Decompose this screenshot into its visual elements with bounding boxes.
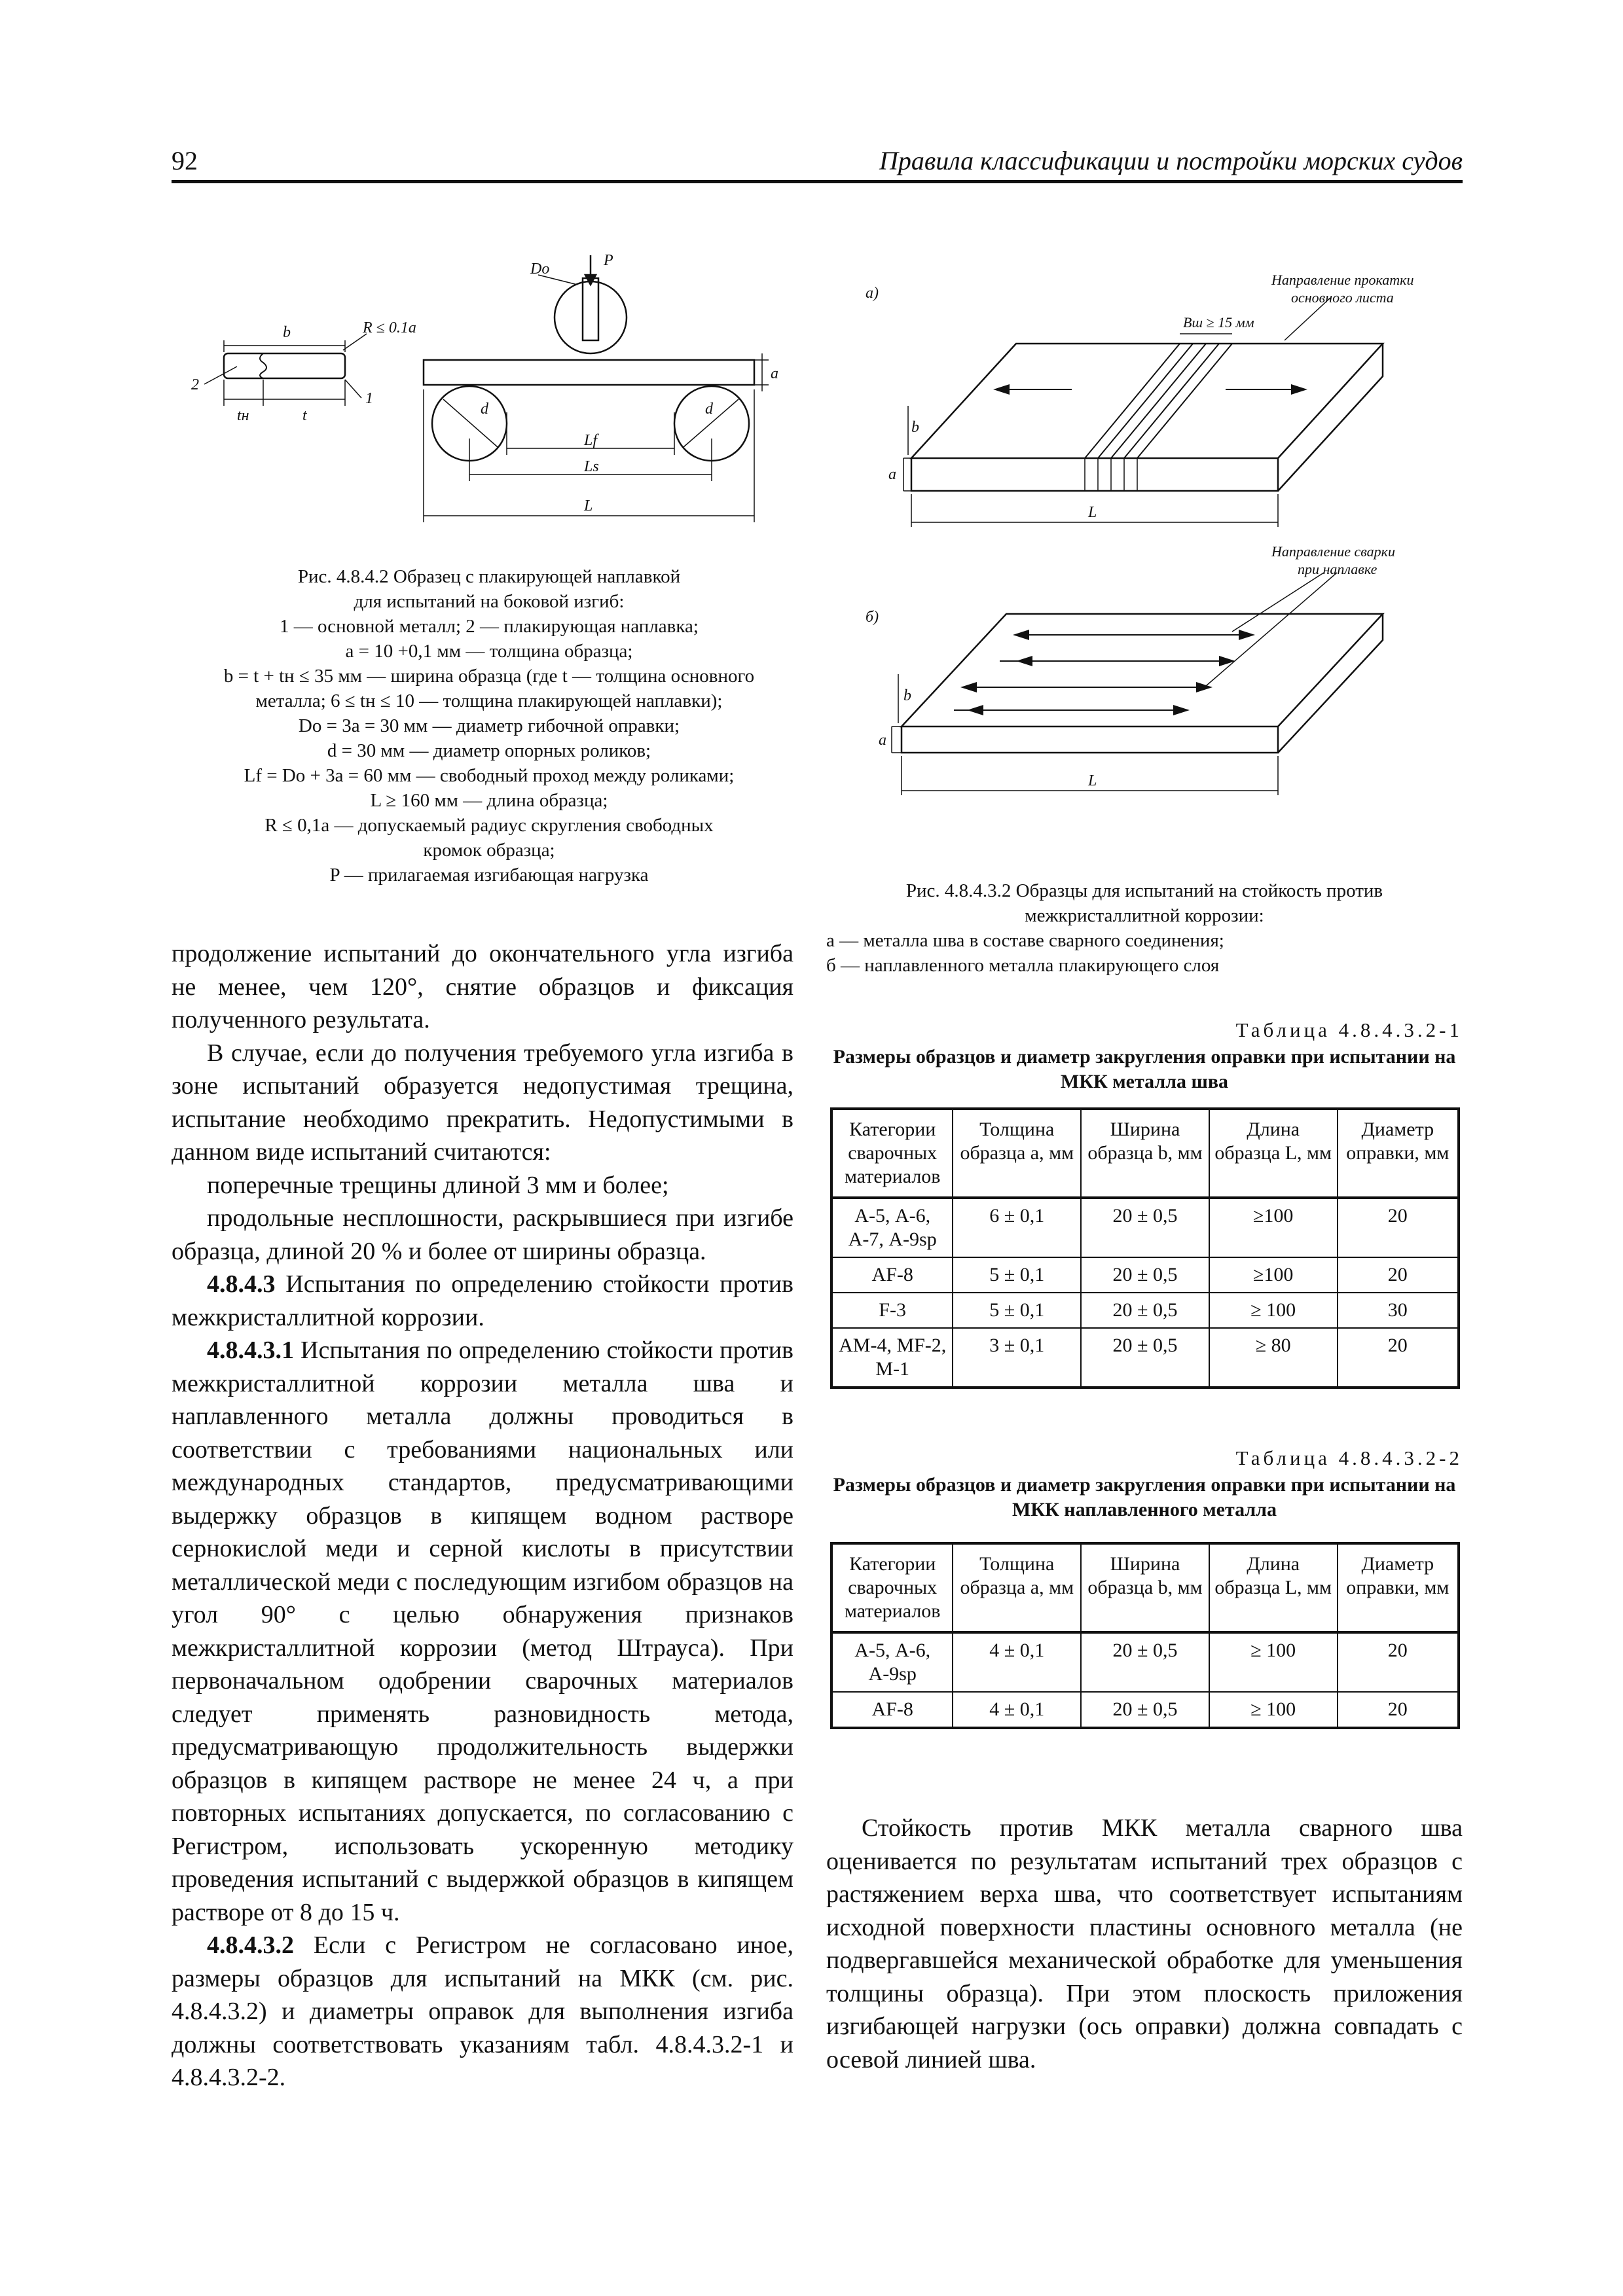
table-header-row — [831, 1543, 1459, 1632]
fig2-b-label-b: b — [903, 687, 911, 704]
fig1-caption-line: P — прилагаемая изгибающая нагрузка — [329, 865, 649, 886]
fig2-caption-line: Рис. 4.8.4.3.2 Образцы для испытаний на стойкость против — [905, 880, 1383, 901]
table-cell: 6 ± 0,1 — [953, 1198, 1081, 1257]
table-header-cell: Диаметр оправки, мм — [1338, 1543, 1459, 1632]
table-cell: 4 ± 0,1 — [953, 1692, 1081, 1728]
left-column-text — [172, 937, 793, 2094]
table-header-cell: Длина образца L, мм — [1209, 1109, 1338, 1198]
fig1-label-a: a — [771, 365, 778, 382]
fig2-caption-line: б — наплавленного металла плакирующего слоя — [826, 955, 1220, 976]
fig2-sub-b: б) — [866, 609, 879, 626]
table-row — [831, 1257, 1459, 1293]
table-cell: ≥ 100 — [1209, 1692, 1338, 1728]
paragraph: поперечные трещины длиной 3 мм и более; — [207, 1171, 669, 1199]
table-header-row — [831, 1109, 1459, 1198]
figure-side-bend-specimen — [172, 249, 807, 537]
fig1-caption-line: металла; 6 ≤ tн ≤ 10 — толщина плакирующей наплавки); — [255, 691, 723, 711]
table-row — [831, 1293, 1459, 1328]
table-cell: 20 ± 0,5 — [1081, 1198, 1209, 1257]
fig2-a-label-b: b — [911, 419, 919, 436]
section-4-8-4-3-1 — [172, 1334, 793, 1929]
figure-mkk-specimens — [826, 268, 1463, 812]
fig1-label-d-left: d — [481, 401, 488, 418]
fig1-caption-line: L ≥ 160 мм — длина образца; — [370, 790, 608, 811]
table-cell: ≥ 100 — [1209, 1632, 1338, 1692]
fig2-b-label-a: a — [879, 732, 886, 749]
table-cell: 20 ± 0,5 — [1081, 1632, 1209, 1692]
table-cell: ≥ 100 — [1209, 1293, 1338, 1328]
figure2-caption — [826, 878, 1463, 978]
table-cell: F-3 — [831, 1293, 953, 1328]
fig1-caption-line: кромок образца; — [423, 840, 555, 861]
table-header-cell: Категории сварочных материалов — [831, 1543, 953, 1632]
table-cell: 4 ± 0,1 — [953, 1632, 1081, 1692]
table-header-cell: Категории сварочных материалов — [831, 1109, 953, 1198]
fig1-label-l: L — [584, 497, 593, 514]
fig1-caption-line: Рис. 4.8.4.2 Образец с плакирующей наплавкой — [297, 566, 681, 587]
table-row — [831, 1632, 1459, 1692]
fig2-a-label-a: a — [888, 466, 896, 483]
table-cell: 20 — [1338, 1328, 1459, 1388]
table-cell: AF-8 — [831, 1257, 953, 1293]
table-cell: 5 ± 0,1 — [953, 1257, 1081, 1293]
fig1-caption-line: 1 — основной металл; 2 — плакирующая наплавка; — [280, 616, 699, 637]
fig1-label-1: 1 — [365, 390, 373, 407]
table-cell: 20 ± 0,5 — [1081, 1692, 1209, 1728]
section-text: Испытания по определению стойкости против межкристаллитной коррозии. — [172, 1270, 793, 1331]
fig1-caption-line: d = 30 мм — диаметр опорных роликов; — [327, 740, 651, 761]
table-cell: 20 — [1338, 1257, 1459, 1293]
fig2-b-label-l: L — [1088, 772, 1097, 789]
table-header-cell: Толщина образца a, мм — [953, 1543, 1081, 1632]
table-cell: 20 ± 0,5 — [1081, 1293, 1209, 1328]
paragraph: В случае, если до получения требуемого угла изгиба в зоне испытаний образуется недопустимая трещина, испытание необходимо прекратить. Недопустимыми в данном виде испытаний считаются: — [172, 1039, 793, 1166]
fig2-rolling-2: основного листа — [1291, 289, 1394, 306]
fig1-caption-line: для испытаний на боковой изгиб: — [354, 591, 625, 612]
table-cell: 30 — [1338, 1293, 1459, 1328]
fig1-label-t: t — [302, 407, 307, 424]
table-cell: АМ-4, MF-2, M-1 — [831, 1328, 953, 1388]
running-title: Правила классификации и постройки морских судов — [879, 146, 1463, 175]
table-cell: 20 ± 0,5 — [1081, 1328, 1209, 1388]
table-cell: А-5, А-6, А-9sp — [831, 1632, 953, 1692]
section-4-8-4-3 — [172, 1268, 793, 1334]
paragraph: Стойкость против МКК металла сварного шва оценивается по результатам испытаний трех образцов с растяжением верха шва, что соответствует испытаниям исходной поверхности пластины основного металла (не подвергавшейся механической обработке для уменьшения толщины образца). При этом плоскость приложения изгибающей нагрузки (ось оправки) должна совпадать с осевой линией шва. — [826, 1814, 1463, 2073]
table-row — [831, 1692, 1459, 1728]
table2-title: Размеры образцов и диаметр закругления оправки при испытании на МКК наплавленного металла — [833, 1474, 1456, 1520]
table-cell: ≥ 80 — [1209, 1328, 1338, 1388]
table-cell: 20 ± 0,5 — [1081, 1257, 1209, 1293]
fig1-label-r: R ≤ 0.1a — [363, 319, 416, 336]
table-header-cell: Диаметр оправки, мм — [1338, 1109, 1459, 1198]
fig1-label-b: b — [283, 324, 291, 341]
table1-label: Таблица 4.8.4.3.2-1 — [1235, 1018, 1463, 1041]
table-cell: 5 ± 0,1 — [953, 1293, 1081, 1328]
fig2-welding-1: Направление сварки — [1271, 543, 1395, 560]
fig2-weld-width: Bш ≥ 15 мм — [1183, 314, 1254, 331]
table-cell: А-5, А-6, А-7, А-9sp — [831, 1198, 953, 1257]
table-header-cell: Ширина образца b, мм — [1081, 1543, 1209, 1632]
fig1-caption-line: Lf = Dо + 3a = 60 мм — свободный проход между роликами; — [244, 765, 735, 786]
fig1-label-p: P — [604, 252, 613, 269]
fig2-sub-a: а) — [866, 285, 879, 302]
fig2-welding-2: при наплавке — [1298, 561, 1377, 577]
section-number: 4.8.4.3.2 — [207, 1931, 294, 1959]
section-number: 4.8.4.3.1 — [207, 1336, 294, 1364]
paragraph: продольные несплошности, раскрывшиеся при изгибе образца, длиной 20 % и более от ширины образца. — [172, 1204, 793, 1265]
table2-label: Таблица 4.8.4.3.2-2 — [1235, 1446, 1463, 1469]
figure1-caption — [172, 564, 807, 888]
fig1-label-tn: tн — [237, 407, 249, 424]
section-text: Испытания по определению стойкости против межкристаллитной коррозии металла шва и наплавленного металла должны проводиться в соответствии с требованиями национальных или международных стандартов, предусматривающими выдержку образцов в кипящем водном растворе сернокислой меди и серной кислоты в присутствии металлической меди с последующим изгибом образцов на угол 90° с целью обнаружения признаков межкристаллитной коррозии (метод Штрауса). При первоначальном одобрении сварочных материалов следует применять разновидность метода, предусматривающую продолжительность выдержки образцов в кипящем растворе не менее 24 ч, а при повторных испытаниях допускается, по согласованию с Регистром, использовать ускоренную методику проведения испытаний с выдержкой образцов в кипящем растворе от 8 до 15 ч. — [172, 1336, 793, 1926]
table-cell: 20 — [1338, 1632, 1459, 1692]
table-cell: 20 — [1338, 1198, 1459, 1257]
page-number: 92 — [172, 146, 198, 175]
fig1-caption-line: Dо = 3a = 30 мм — диаметр гибочной оправки; — [298, 715, 680, 736]
fig1-label-ls: Ls — [584, 458, 599, 475]
fig2-caption-line: межкристаллитной коррозии: — [1025, 905, 1264, 926]
fig2-rolling-1: Направление прокатки — [1271, 272, 1414, 288]
fig1-label-2: 2 — [191, 376, 199, 393]
table-cell: AF-8 — [831, 1692, 953, 1728]
table1 — [830, 1107, 1460, 1389]
fig2-a-label-l: L — [1088, 504, 1097, 521]
table1-title: Размеры образцов и диаметр закругления оправки при испытании на МКК металла шва — [833, 1046, 1456, 1092]
table-row — [831, 1328, 1459, 1388]
fig1-label-d-right: d — [705, 401, 713, 418]
table-cell: ≥100 — [1209, 1198, 1338, 1257]
fig1-label-do: Do — [530, 260, 550, 278]
table-cell: ≥100 — [1209, 1257, 1338, 1293]
section-4-8-4-3-2 — [172, 1929, 793, 2094]
table2 — [830, 1542, 1460, 1729]
fig2-caption-line: а — металла шва в составе сварного соединения; — [826, 930, 1224, 951]
table-header-cell: Длина образца L, мм — [1209, 1543, 1338, 1632]
table-header-cell: Ширина образца b, мм — [1081, 1109, 1209, 1198]
fig1-caption-line: a = 10 +0,1 мм — толщина образца; — [345, 641, 633, 662]
table-row — [831, 1198, 1459, 1257]
fig1-caption-line: b = t + tн ≤ 35 мм — ширина образца (где t — толщина основного — [223, 666, 755, 687]
right-column-text — [826, 1812, 1463, 2076]
fig1-label-lf: Lf — [584, 432, 598, 449]
table-cell: 20 — [1338, 1692, 1459, 1728]
table-header-cell: Толщина образца a, мм — [953, 1109, 1081, 1198]
section-text: Если с Регистром не согласовано иное, размеры образцов для испытаний на МКК (см. рис. 4.8.4.3.2) и диаметры оправок для выполнения изгиба должны соответствовать указаниям табл. 4.8.4.3.2-1 и 4.8.4.3.2-2. — [172, 1931, 793, 2091]
table-cell: 3 ± 0,1 — [953, 1328, 1081, 1388]
header-rule — [172, 180, 1463, 183]
paragraph: продолжение испытаний до окончательного угла изгиба не менее, чем 120°, снятие образцов и фиксация полученного результата. — [172, 940, 793, 1033]
section-number: 4.8.4.3 — [207, 1270, 276, 1298]
fig1-caption-line: R ≤ 0,1a — допускаемый радиус скругления свободных — [264, 815, 714, 836]
